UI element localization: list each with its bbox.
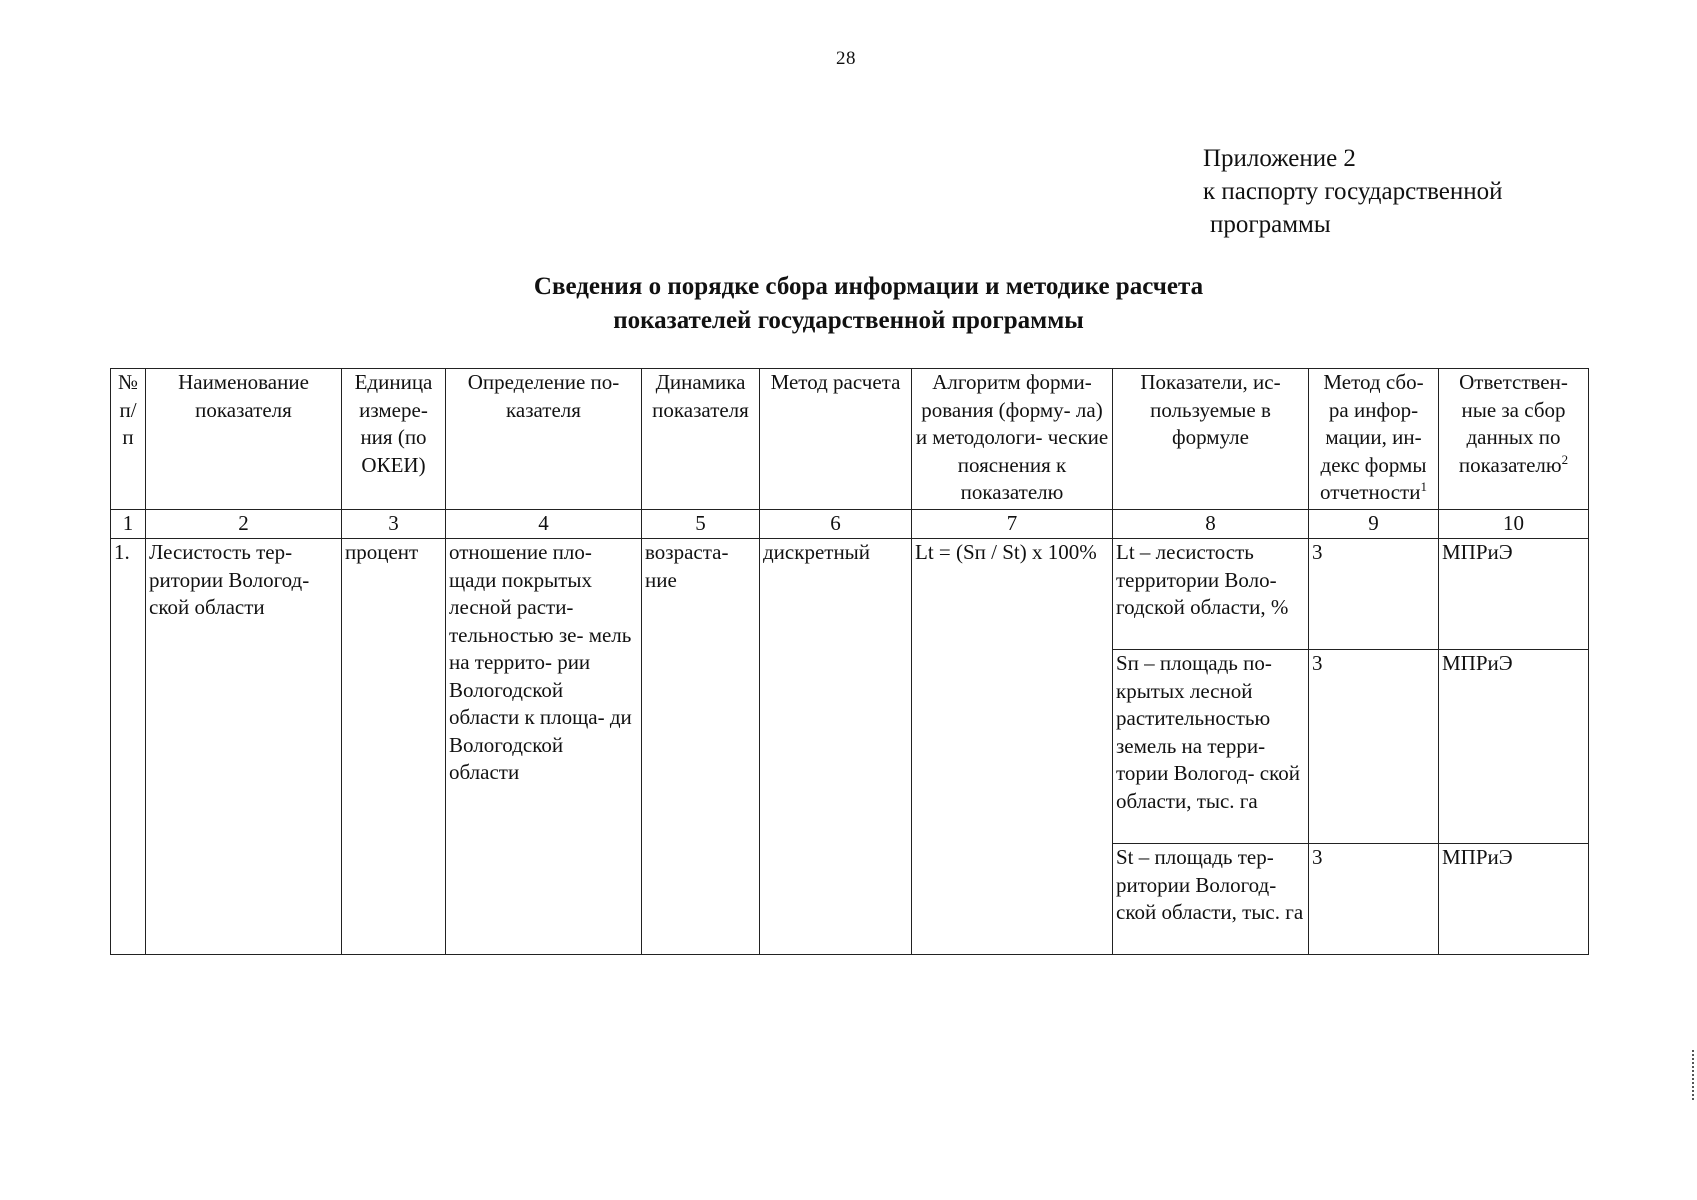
header-row [111,369,1589,510]
appendix-note [1203,142,1503,241]
formula-indicator: Sп – площадь по- крытых лесной растительностью земель на терри- тории Вологод- ской области, тыс. га [1113,650,1309,844]
collection-method: 3 [1309,650,1439,844]
column-number: 1 [111,510,146,539]
indicator-name: Лесистость тер- ритории Вологод- ской области [146,539,342,955]
appendix-line-2: к паспорту государственной [1203,178,1503,205]
header-unit: Единица измере- ния (по ОКЕИ) [342,369,446,510]
column-number: 5 [642,510,760,539]
column-number-row [111,510,1589,539]
appendix-line-1: Приложение 2 [1203,145,1356,172]
header-collection-method [1309,369,1439,510]
collection-method: 3 [1309,844,1439,955]
formula-indicator: St – площадь тер- ритории Вологод- ской области, тыс. га [1113,844,1309,955]
responsible-party: МПРиЭ [1439,650,1589,844]
footnote-mark-1: 1 [1420,479,1427,494]
document-title-line-2: показателей государственной программы [613,307,1084,334]
appendix-line-3: программы [1210,211,1331,238]
header-indicator-name: Наименование показателя [146,369,342,510]
collection-method: 3 [1309,539,1439,650]
page-number: 28 [836,48,856,69]
column-number: 3 [342,510,446,539]
row-number: 1. [111,539,146,955]
document-title [0,270,1697,338]
column-number: 9 [1309,510,1439,539]
calculation-formula: Lt = (Sп / St) x 100% [912,539,1113,955]
header-dynamics: Динамика показателя [642,369,760,510]
header-responsible [1439,369,1589,510]
column-number: 8 [1113,510,1309,539]
responsible-party: МПРиЭ [1439,844,1589,955]
document-title-line-1: Сведения о порядке сбора информации и методике расчета [533,273,1204,300]
calculation-method: дискретный [760,539,912,955]
column-number: 10 [1439,510,1589,539]
table-row [111,539,1589,650]
formula-indicator: Lt – лесистость территории Воло- годской области, % [1113,539,1309,650]
indicators-table [110,368,1589,955]
header-formula-indicators: Показатели, ис- пользуемые в формуле [1113,369,1309,510]
header-number: № п/ п [111,369,146,510]
unit-of-measure: процент [342,539,446,955]
column-number: 2 [146,510,342,539]
header-definition: Определение по- казателя [446,369,642,510]
scan-edge-marks [1692,1050,1696,1100]
column-number: 4 [446,510,642,539]
indicator-dynamics: возраста- ние [642,539,760,955]
column-number: 7 [912,510,1113,539]
header-responsible-text: Ответствен- ные за сбор данных по показателю [1458,370,1568,477]
header-collection-method-text: Метод сбо- ра инфор- мации, ин- декс формы отчетности [1320,370,1427,504]
responsible-party: МПРиЭ [1439,539,1589,650]
column-number: 6 [760,510,912,539]
indicator-definition: отношение пло- щади покрытых лесной расти- тельностью зе- мель на террито- рии Вологодской области к площа- ди Вологодской области [446,539,642,955]
footnote-mark-2: 2 [1561,451,1569,467]
header-algorithm: Алгоритм форми- рования (форму- ла) и методологи- ческие пояснения к показателю [912,369,1113,510]
header-method: Метод расчета [760,369,912,510]
